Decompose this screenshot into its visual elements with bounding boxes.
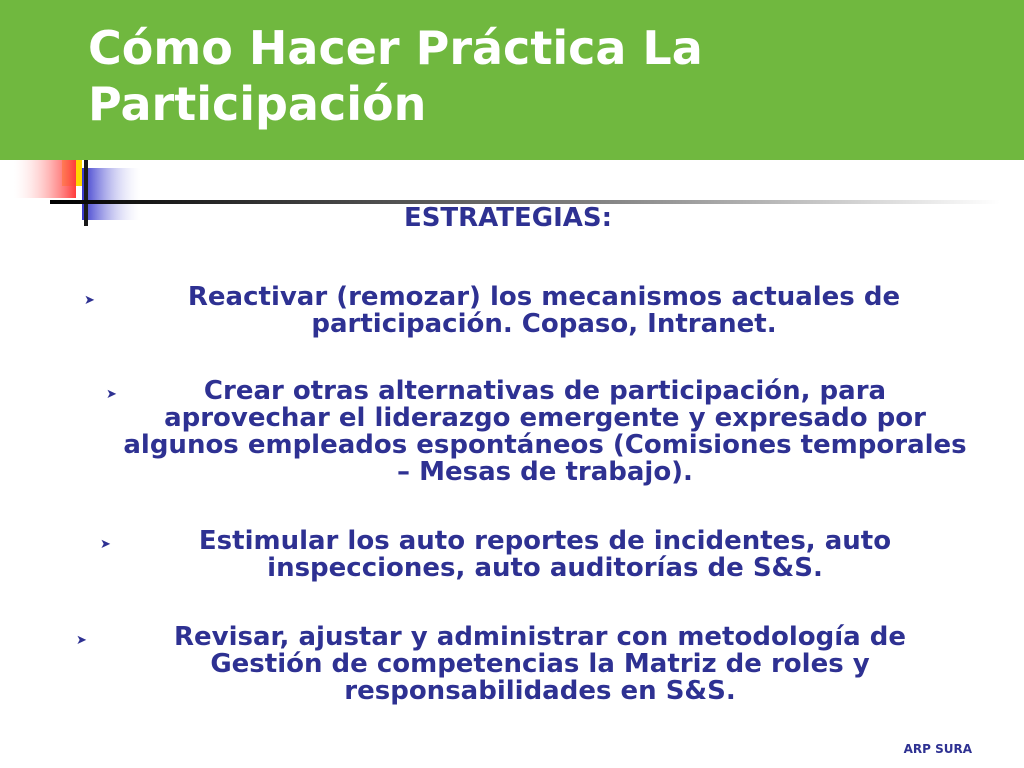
list-item [60,528,1020,582]
deco-red-square [14,160,76,198]
arrowhead-bullet-icon: ➤ [76,633,87,648]
list-item-text: Revisar, ajustar y administrar con metodología de Gestión de competencias la Matriz de roles y responsabilidades en S&S. [174,622,906,706]
arrowhead-bullet-icon: ➤ [84,293,95,308]
list-item-text: Reactivar (remozar) los mecanismos actuales de participación. Copaso, Intranet. [187,282,901,339]
list-item [60,378,1020,486]
list-item-text: Crear otras alternativas de participación, para aprovechar el liderazgo emergente y expresado por algunos empleados espontáneos (Comisiones temporales – Mesas de trabajo). [123,376,967,487]
list-item [60,624,1020,705]
footer-brand: ARP SURA [903,742,972,756]
list-item-text: Estimular los auto reportes de incidentes, auto inspecciones, auto auditorías de S&S. [198,526,892,583]
title-bar [0,0,1024,160]
arrowhead-bullet-icon: ➤ [100,537,111,552]
arrowhead-bullet-icon: ➤ [106,387,117,402]
slide-title: Cómo Hacer Práctica La Participación [88,21,703,131]
strategies-heading: ESTRATEGIAS: [403,203,613,233]
list-item [60,284,1020,338]
